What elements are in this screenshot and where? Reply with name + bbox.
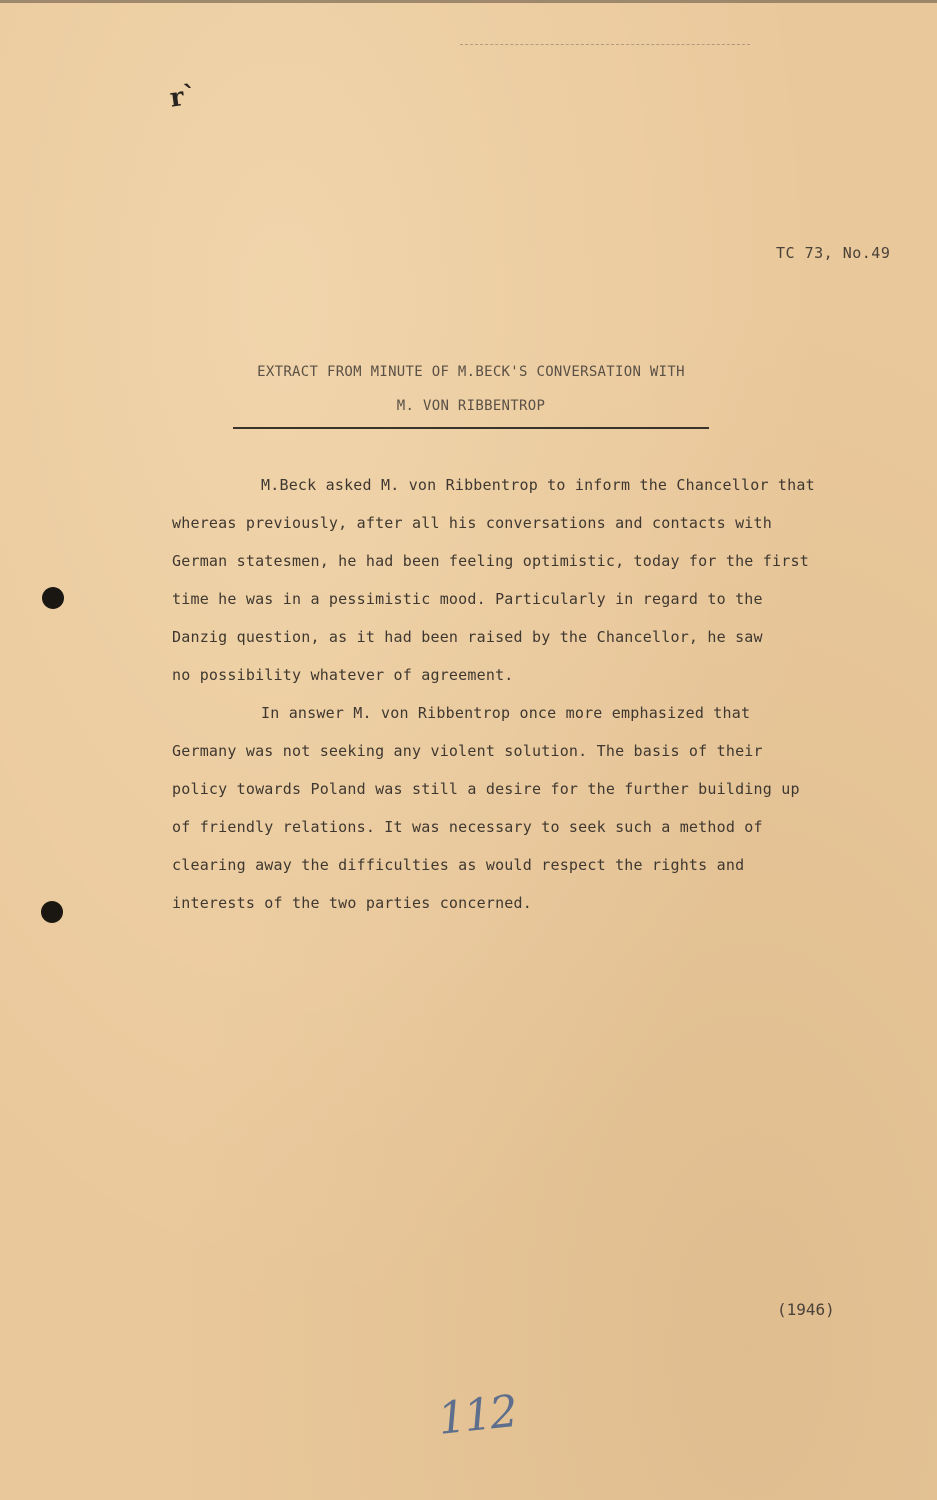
archive-number: (1946) — [777, 1300, 835, 1319]
text-line: of friendly relations. It was necessary to seek such a method of — [172, 818, 763, 836]
document-body — [172, 466, 852, 922]
text-line: policy towards Poland was still a desire for the further building up — [172, 780, 800, 798]
text-line: M.Beck asked M. von Ribbentrop to inform the Chancellor that — [261, 476, 815, 494]
text-line: no possibility whatever of agreement. — [172, 666, 514, 684]
title-line-1: EXTRACT FROM MINUTE OF M.BECK'S CONVERSATION WITH — [257, 364, 685, 380]
text-line: whereas previously, after all his conversations and contacts with — [172, 514, 772, 532]
text-line: German statesmen, he had been feeling optimistic, today for the first — [172, 552, 809, 570]
reference-number: TC 73, No.49 — [776, 244, 891, 262]
text-line: clearing away the difficulties as would respect the rights and — [172, 856, 745, 874]
handwritten-page-number: 112 — [435, 1386, 519, 1445]
text-line: interests of the two parties concerned. — [172, 894, 532, 912]
paragraph-2 — [172, 694, 852, 922]
punch-hole-lower — [41, 901, 63, 923]
text-line: Germany was not seeking any violent solution. The basis of their — [172, 742, 763, 760]
paragraph-1 — [172, 466, 852, 694]
title-line-2: M. VON RIBBENTROP — [396, 398, 546, 414]
faint-dashed-line — [460, 44, 750, 46]
text-line: In answer M. von Ribbentrop once more emphasized that — [261, 704, 751, 722]
page-top-edge — [0, 0, 937, 3]
corner-pen-mark: r` — [168, 80, 199, 114]
text-line: Danzig question, as it had been raised by the Chancellor, he saw — [172, 628, 763, 646]
title-underline — [233, 427, 709, 429]
document-title — [233, 355, 709, 429]
text-line: time he was in a pessimistic mood. Particularly in regard to the — [172, 590, 763, 608]
punch-hole-upper — [42, 587, 64, 609]
